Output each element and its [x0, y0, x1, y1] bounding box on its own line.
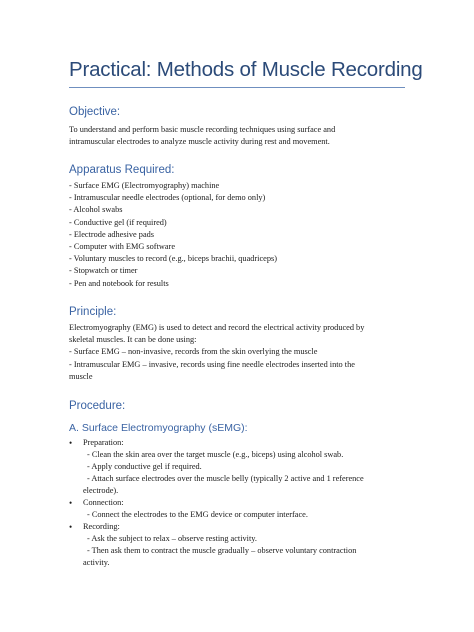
procedure-subheading: A. Surface Electromyography (sEMG):	[69, 422, 248, 434]
step-label: Connection:	[83, 498, 124, 507]
apparatus-item: - Pen and notebook for results	[69, 278, 169, 288]
objective-line: intramuscular electrodes to analyze muscle activity during rest and movement.	[69, 137, 330, 147]
step-line: - Then ask them to contract the muscle gradually – observe voluntary contraction	[87, 546, 357, 555]
bullet-icon: •	[69, 522, 73, 532]
principle-line: muscle	[69, 371, 93, 381]
step-line: activity.	[83, 558, 110, 567]
apparatus-item: - Voluntary muscles to record (e.g., biceps brachii, quadriceps)	[69, 254, 277, 264]
apparatus-item: - Stopwatch or timer	[69, 266, 138, 276]
apparatus-heading: Apparatus Required:	[69, 164, 175, 176]
step-line: electrode).	[83, 486, 119, 495]
step-label: Preparation:	[83, 438, 124, 447]
title-underline	[69, 87, 405, 88]
apparatus-list	[69, 180, 409, 290]
bullet-icon: •	[69, 438, 73, 448]
principle-line: - Surface EMG – non-invasive, records from the skin overlying the muscle	[69, 347, 318, 357]
apparatus-item: - Alcohol swabs	[69, 205, 123, 215]
step-line: - Apply conductive gel if required.	[87, 462, 202, 471]
principle-text	[69, 322, 409, 383]
step-line: - Clean the skin area over the target muscle (e.g., biceps) using alcohol swab.	[87, 450, 344, 459]
principle-line: skeletal muscles. It can be done using:	[69, 335, 197, 345]
bullet-icon: •	[69, 498, 73, 508]
objective-line: To understand and perform basic muscle recording techniques using surface and	[69, 125, 336, 134]
principle-line: Electromyography (EMG) is used to detect and record the electrical activity produced by	[69, 323, 365, 332]
apparatus-item: - Conductive gel (if required)	[69, 217, 167, 227]
apparatus-item: - Computer with EMG software	[69, 242, 175, 252]
principle-line: - Intramuscular EMG – invasive, records using fine needle electrodes inserted into the	[69, 359, 355, 369]
objective-text	[69, 124, 409, 148]
objective-heading: Objective:	[69, 106, 121, 118]
step-label: Recording:	[83, 522, 120, 531]
apparatus-item: - Intramuscular needle electrodes (optional, for demo only)	[69, 193, 266, 203]
procedure-heading: Procedure:	[69, 400, 126, 412]
apparatus-item: - Electrode adhesive pads	[69, 229, 155, 239]
step-line: - Connect the electrodes to the EMG device or computer interface.	[87, 510, 308, 519]
step-line: - Ask the subject to relax – observe resting activity.	[87, 534, 257, 543]
principle-heading: Principle:	[69, 306, 117, 318]
step-line: - Attach surface electrodes over the muscle belly (typically 2 active and 1 reference	[87, 474, 364, 483]
apparatus-item: - Surface EMG (Electromyography) machine	[69, 181, 220, 190]
page-title: Practical: Methods of Muscle Recording	[69, 58, 423, 81]
